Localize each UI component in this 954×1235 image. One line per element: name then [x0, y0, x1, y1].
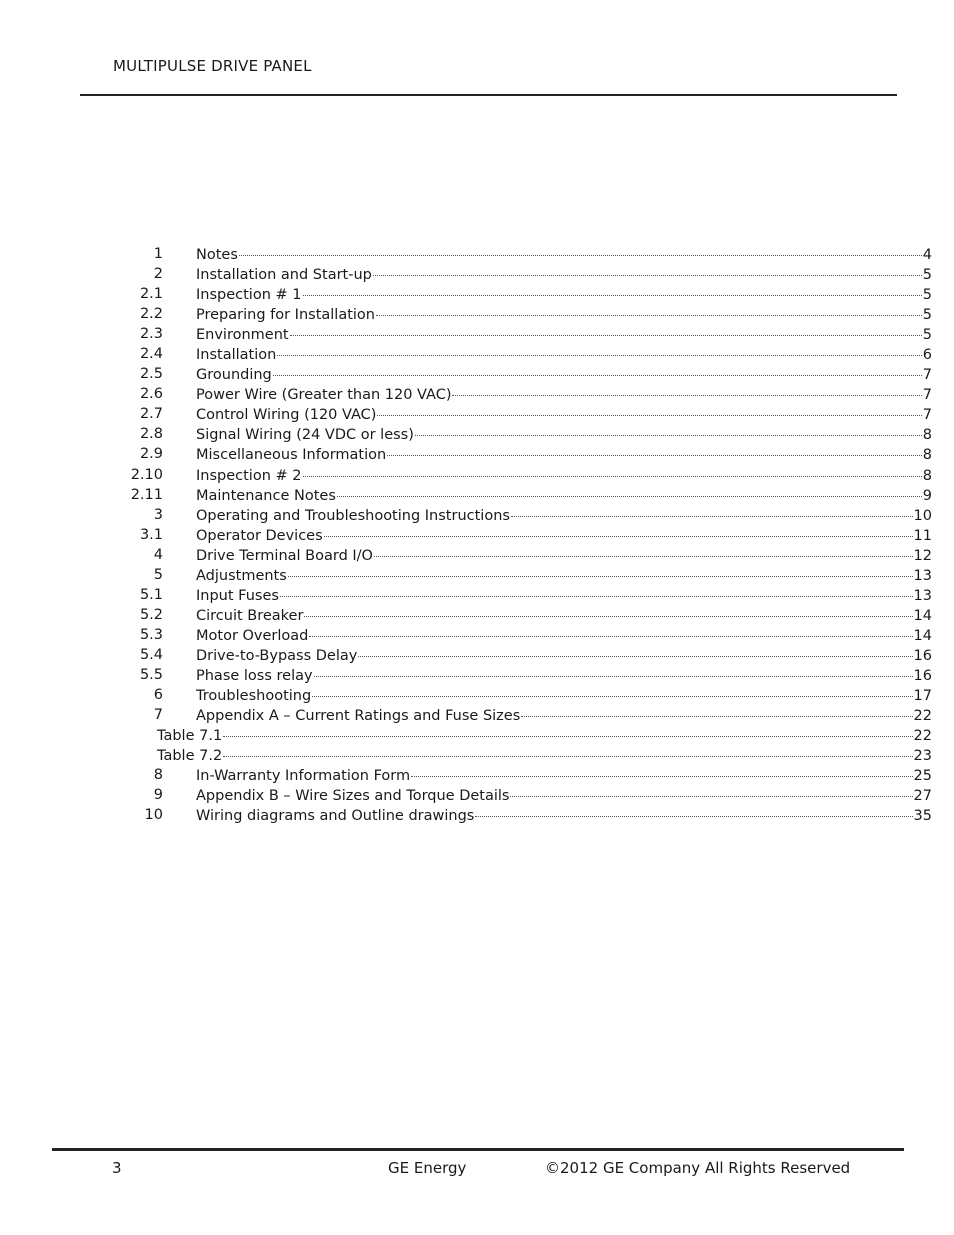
toc-dot-leader: [309, 622, 912, 637]
toc-section-number: 2.8: [139, 426, 163, 443]
toc-section-title[interactable]: Installation and Start-up: [196, 267, 372, 284]
toc-dot-leader: [452, 381, 921, 396]
toc-section-number: 2.4: [139, 346, 163, 363]
toc-section-title[interactable]: Table 7.1: [157, 728, 223, 745]
toc-dot-leader: [511, 502, 913, 517]
toc-page-number[interactable]: 5: [922, 287, 932, 304]
toc-page-number[interactable]: 25: [913, 768, 932, 785]
toc-dot-leader: [377, 401, 921, 416]
footer-divider: [52, 1148, 904, 1151]
toc-page-number[interactable]: 7: [922, 407, 932, 424]
toc-section-number: 2.6: [139, 386, 163, 403]
toc-section-number: 5.4: [139, 646, 163, 663]
toc-section-number: 3.1: [139, 526, 163, 543]
toc-section-title[interactable]: Appendix A – Current Ratings and Fuse Sizes: [196, 708, 521, 725]
toc-section-title[interactable]: In-Warranty Information Form: [196, 768, 411, 785]
toc-page-number[interactable]: 16: [913, 667, 932, 684]
table-of-contents: [130, 244, 932, 825]
toc-section-number: 2.1: [139, 286, 163, 303]
toc-section-title[interactable]: Troubleshooting: [196, 688, 312, 705]
toc-page-number[interactable]: 16: [913, 647, 932, 664]
toc-section-title[interactable]: Operator Devices: [196, 527, 323, 544]
toc-section-title[interactable]: Signal Wiring (24 VDC or less): [196, 427, 414, 444]
toc-section-title[interactable]: Inspection # 1: [196, 287, 302, 304]
footer-copyright: ©2012 GE Company All Rights Reserved: [545, 1159, 851, 1177]
toc-page-number[interactable]: 7: [922, 367, 932, 384]
toc-dot-leader: [510, 782, 912, 797]
toc-page-number[interactable]: 5: [922, 307, 932, 324]
toc-dot-leader: [312, 682, 912, 697]
toc-entry-line: [196, 805, 932, 826]
toc-dot-leader: [387, 441, 922, 456]
toc-dot-leader: [280, 582, 913, 597]
toc-dot-leader: [303, 281, 922, 296]
toc-dot-leader: [290, 321, 922, 336]
header-divider: [80, 94, 897, 96]
toc-section-title[interactable]: Input Fuses: [196, 587, 279, 604]
toc-page-number[interactable]: 13: [913, 567, 932, 584]
toc-dot-leader: [324, 522, 913, 537]
toc-section-title[interactable]: Environment: [196, 327, 289, 344]
toc-page-number[interactable]: 7: [922, 387, 932, 404]
toc-section-title[interactable]: Grounding: [196, 367, 272, 384]
toc-page-number[interactable]: 4: [922, 247, 932, 263]
toc-dot-leader: [304, 602, 912, 617]
toc-page-number[interactable]: 9: [922, 487, 932, 504]
toc-dot-leader: [288, 562, 913, 577]
toc-section-title[interactable]: Installation: [196, 347, 277, 364]
toc-section-title[interactable]: Power Wire (Greater than 120 VAC): [196, 387, 452, 404]
toc-dot-leader: [374, 542, 913, 557]
toc-section-number: 2: [153, 266, 163, 283]
toc-section-number: 10: [144, 807, 163, 824]
toc-dot-leader: [376, 301, 922, 316]
page-header-title: MULTIPULSE DRIVE PANEL: [113, 57, 312, 75]
toc-section-title[interactable]: Appendix B – Wire Sizes and Torque Details: [196, 788, 510, 805]
toc-page-number[interactable]: 23: [913, 748, 932, 765]
toc-section-number: 5.3: [139, 626, 163, 643]
toc-section-number: 2.10: [130, 466, 163, 483]
toc-page-number[interactable]: 35: [913, 808, 932, 825]
toc-section-title[interactable]: Phase loss relay: [196, 667, 313, 684]
toc-section-title[interactable]: Drive Terminal Board I/O: [196, 547, 373, 564]
toc-page-number[interactable]: 5: [922, 267, 932, 284]
footer-company-name: GE Energy: [388, 1159, 467, 1177]
toc-section-number: 2.2: [139, 306, 163, 323]
toc-page-number[interactable]: 17: [913, 688, 932, 705]
toc-section-number: 2.11: [130, 486, 163, 503]
toc-section-number: 1: [153, 246, 163, 262]
toc-dot-leader: [273, 361, 922, 376]
toc-page-number[interactable]: 8: [922, 447, 932, 464]
toc-page-number[interactable]: 6: [922, 347, 932, 364]
toc-section-title[interactable]: Preparing for Installation: [196, 307, 375, 324]
toc-page-number[interactable]: 27: [913, 788, 932, 805]
toc-section-number: 2.9: [139, 446, 163, 463]
toc-section-number: 5.5: [139, 666, 163, 683]
toc-section-number: 2.5: [139, 366, 163, 383]
toc-section-title[interactable]: Maintenance Notes: [196, 487, 336, 504]
toc-dot-leader: [314, 662, 913, 677]
toc-page-number[interactable]: 10: [913, 507, 932, 524]
toc-page-number[interactable]: 14: [913, 607, 932, 624]
toc-dot-leader: [373, 261, 922, 276]
toc-page-number[interactable]: 8: [922, 467, 932, 484]
toc-section-number: 9: [153, 787, 163, 804]
toc-section-title[interactable]: Drive-to-Bypass Delay: [196, 647, 358, 664]
toc-section-title[interactable]: Operating and Troubleshooting Instructions: [196, 507, 510, 524]
toc-dot-leader: [337, 482, 922, 497]
toc-section-number: 2.3: [139, 326, 163, 343]
toc-page-number[interactable]: 22: [913, 728, 932, 745]
toc-page-number[interactable]: 11: [913, 527, 932, 544]
toc-dot-leader: [411, 762, 912, 777]
toc-section-title[interactable]: Motor Overload: [196, 627, 309, 644]
toc-section-title[interactable]: Notes: [196, 247, 238, 263]
toc-dot-leader: [223, 742, 912, 757]
toc-section-number: 5: [153, 566, 163, 583]
toc-section-title[interactable]: Inspection # 2: [196, 467, 302, 484]
toc-section-number: 4: [153, 546, 163, 563]
toc-page-number[interactable]: 13: [913, 587, 932, 604]
toc-dot-leader: [475, 802, 912, 817]
toc-dot-leader: [358, 642, 912, 657]
footer-page-number: 3: [112, 1159, 122, 1177]
toc-section-title[interactable]: Control Wiring (120 VAC): [196, 407, 377, 424]
toc-section-title[interactable]: Adjustments: [196, 567, 287, 584]
toc-page-number[interactable]: 22: [913, 708, 932, 725]
toc-dot-leader: [521, 702, 912, 717]
toc-section-number: 6: [153, 687, 163, 704]
toc-entry[interactable]: [130, 805, 932, 825]
toc-dot-leader: [277, 341, 921, 356]
toc-page-number[interactable]: 8: [922, 427, 932, 444]
toc-section-title[interactable]: Wiring diagrams and Outline drawings: [196, 808, 475, 825]
toc-section-title[interactable]: Circuit Breaker: [196, 607, 304, 624]
toc-dot-leader: [223, 722, 912, 737]
toc-section-number: 5.1: [139, 586, 163, 603]
toc-section-number: 3: [153, 506, 163, 523]
toc-section-number: 5.2: [139, 606, 163, 623]
toc-page-number[interactable]: 5: [922, 327, 932, 344]
toc-section-number: 2.7: [139, 406, 163, 423]
toc-page-number[interactable]: 14: [913, 627, 932, 644]
toc-dot-leader: [415, 421, 922, 436]
toc-section-title[interactable]: Miscellaneous Information: [196, 447, 387, 464]
toc-dot-leader: [303, 462, 922, 477]
toc-section-title[interactable]: Table 7.2: [157, 748, 223, 765]
toc-dot-leader: [239, 241, 922, 256]
toc-section-number: 8: [153, 767, 163, 784]
toc-page-number[interactable]: 12: [913, 547, 932, 564]
toc-section-number: 7: [153, 707, 163, 724]
